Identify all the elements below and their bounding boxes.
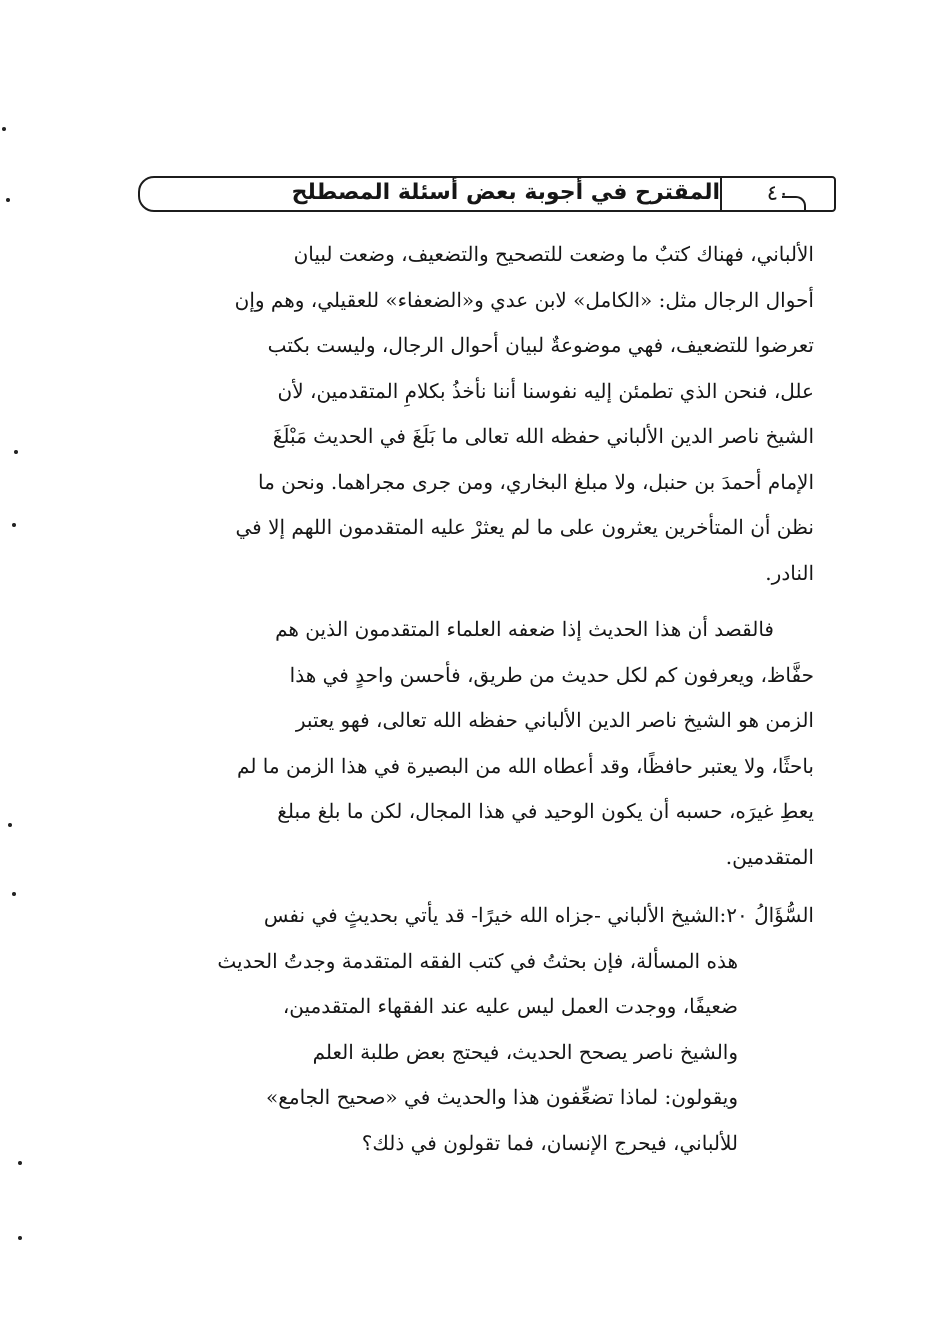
text-line: الشيخ ناصر الدين الألباني حفظه الله تعالى ما بَلَغَ في الحديث مَبْلَغَ [272,424,814,448]
scan-speck [18,1161,22,1165]
text-line: للألباني، فيحرج الإنسان، فما تقولون في ذلك؟ [361,1130,738,1155]
scan-speck [18,1236,22,1240]
text-line: النادر. [765,560,814,585]
paragraph-1 [158,232,814,596]
scan-speck [14,450,18,454]
scan-speck [12,523,16,527]
scan-speck [8,823,12,827]
text-line: يعطِ غيرَه، حسبه أن يكون الوحيد في هذا المجال، لكن ما بلغ مبلغ [277,799,814,823]
scan-speck [12,892,16,896]
question-label: السُّؤَالُ ٢٠: [719,903,814,927]
running-header [138,176,836,212]
scan-speck [2,127,6,131]
text-line: الزمن هو الشيخ ناصر الدين الألباني حفظه الله تعالى، فهو يعتبر [295,708,814,732]
book-title: المقترح في أجوبة بعض أسئلة المصطلح [291,180,720,205]
page-number: ٤٠ [766,181,790,205]
text-line: الإمام أحمدَ بن حنبل، ولا مبلغ البخاري، ومن جرى مجراهما. ونحن ما [257,469,814,494]
text-line: فالقصد أن هذا الحديث إذا ضعفه العلماء المتقدمون الذين هم [275,617,774,641]
text-line: المتقدمين. [725,844,814,869]
text-line: نظن أن المتأخرين يعثرون على ما لم يعثرْ عليه المتقدمون اللهم إلا في [235,515,814,539]
text-line: تعرضوا للتضعيف، فهي موضوعةٌ لبيان أحوال الرجال، وليست بكتب [267,333,814,357]
text-line: حفَّاظ، ويعرفون كم لكل حديث من طريق، فأحسن واحدٍ في هذا [289,662,814,687]
text-line: هذه المسألة، فإن بحثتُ في كتب الفقه المتقدمة وجدتُ الحديث [217,948,738,973]
question-20 [158,893,814,1166]
page-number-ornament [782,196,806,212]
text-line: ضعيفًا، ووجدت العمل ليس عليه عند الفقهاء المتقدمين، [282,994,738,1018]
paragraph-2 [158,607,814,880]
question-first-line [158,893,814,939]
text-line: والشيخ ناصر يصحح الحديث، فيحتج بعض طلبة العلم [312,1039,738,1064]
text-line: الشيخ الألباني -جزاه الله خيرًا- قد يأتي بحديثٍ في نفس [263,903,720,927]
text-line: أحوال الرجال مثل: «الكامل» لابن عدي و«الضعفاء» للعقيلي، وهم وإن [234,287,814,312]
text-line: علل، فنحن الذي تطمئن إليه نفوسنا أننا نأخذُ بكلامِ المتقدمين، لأن [277,378,814,403]
header-divider [720,178,722,210]
scan-speck [6,198,10,202]
text-line: الألباني، فهناك كتبٌ ما وضعت للتصحيح والتضعيف، وضعت لبيان [293,242,814,266]
text-line: ويقولون: لماذا تضعِّفون هذا والحديث في «صحيح الجامع» [265,1085,738,1109]
text-line: باحثًا، ولا يعتبر حافظًا، وقد أعطاه الله من البصيرة في هذا الزمن ما لم [237,753,814,778]
